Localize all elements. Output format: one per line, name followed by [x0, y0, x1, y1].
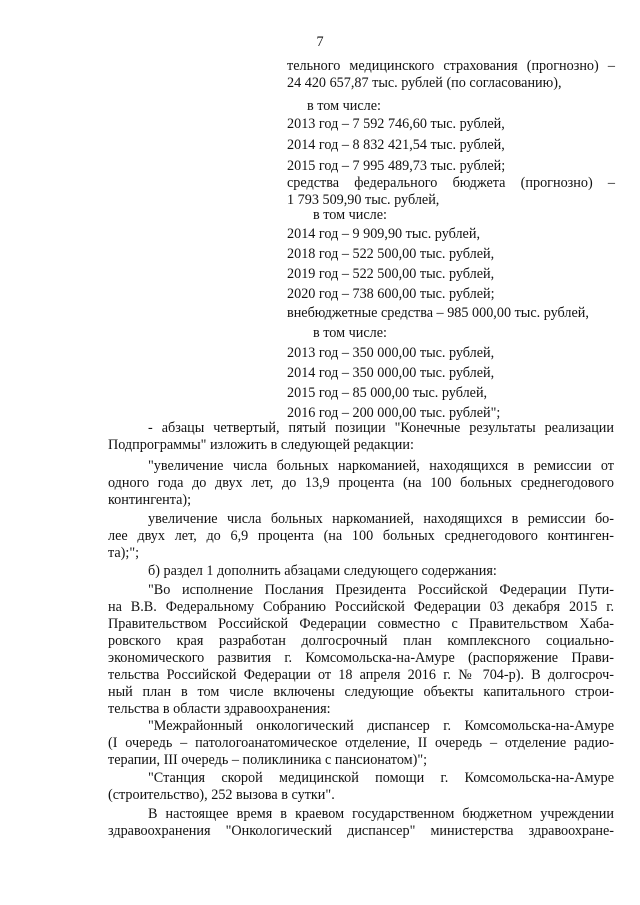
text-line: б) раздел 1 дополнить абзацами следующего содержания: [148, 563, 497, 579]
paragraph-results-change [108, 420, 614, 454]
oms-year-list [287, 116, 615, 179]
text-line: лее двух лет, до 6,9 процента (на 100 больных среднегодового континген- [108, 528, 614, 544]
extrabudget-year-list [287, 345, 615, 425]
text-line: тельства Российской Федерации от 18 апреля 2016 г. № 704-р). В долгосроч- [108, 667, 614, 683]
text-line: "Во исполнение Послания Президента Российской Федерации Пути- [148, 582, 614, 598]
paragraph-section-1 [108, 563, 614, 580]
extrabudget-year-item: 2016 год – 200 000,00 тыс. рублей"; [287, 405, 501, 421]
text-line: (строительство), 252 вызова в сутки". [108, 787, 335, 803]
federal-year-item: 2019 год – 522 500,00 тыс. рублей, [287, 266, 495, 282]
text-line: - абзацы четвертый, пятый позиции "Конечные результаты реализации [148, 420, 614, 436]
federal-year-item: 2020 год – 738 600,00 тыс. рублей; [287, 286, 495, 302]
paragraph-remission-2 [108, 511, 614, 562]
text-line: увеличение числа больных наркоманией, находящихся в ремиссии бо- [148, 511, 614, 527]
extrabudget-year-item: 2014 год – 350 000,00 тыс. рублей, [287, 365, 495, 381]
text-line: "Станция скорой медицинской помощи г. Комсомольска-на-Амуре [148, 770, 614, 786]
text-line: на В.В. Федеральному Собранию Российской Федерации 03 декабря 2015 г. [108, 599, 614, 615]
paragraph-current-state [108, 806, 614, 840]
text-line: терапии, III очередь – поликлиника с пансионатом)"; [108, 752, 428, 768]
text-line: "Межрайонный онкологический диспансер г. Комсомольска-на-Амуре [148, 718, 614, 734]
text-line: та);"; [108, 545, 140, 561]
oms-year-item: 2014 год – 8 832 421,54 тыс. рублей, [287, 137, 505, 153]
federal-intro-line: средства федерального бюджета (прогнозно) – [287, 175, 615, 191]
federal-block [287, 175, 615, 209]
oms-total-line: 24 420 657,87 тыс. рублей (по согласованию), [287, 75, 562, 91]
text-line: "увеличение числа больных наркоманией, находящихся в ремиссии от [148, 458, 614, 474]
extrabudget-year-item: 2013 год – 350 000,00 тыс. рублей, [287, 345, 495, 361]
paragraph-ambulance-station [108, 770, 614, 804]
paragraph-remission-1 [108, 458, 614, 509]
incl-label-federal: в том числе: [313, 207, 387, 223]
text-line: тельства в области здравоохранения: [108, 701, 331, 717]
federal-year-list [287, 226, 615, 306]
text-line: ровского края разработан долгосрочный план комплексного социально- [108, 633, 614, 649]
extrabudget-line: внебюджетные средства – 985 000,00 тыс. рублей, [287, 305, 589, 321]
funding-block [287, 58, 615, 92]
text-line: здравоохранения "Онкологический диспансер" министерства здравоохране- [108, 823, 614, 839]
oms-year-item: 2013 год – 7 592 746,60 тыс. рублей, [287, 116, 505, 132]
incl-label-oms: в том числе: [307, 98, 381, 114]
text-line: экономического развития г. Комсомольска-на-Амуре (распоряжение Прави- [108, 650, 614, 666]
federal-year-item: 2014 год – 9 909,90 тыс. рублей, [287, 226, 480, 242]
federal-year-item: 2018 год – 522 500,00 тыс. рублей, [287, 246, 495, 262]
federal-total-line: 1 793 509,90 тыс. рублей, [287, 192, 440, 208]
text-line: В настоящее время в краевом государственном бюджетном учреждении [148, 806, 614, 822]
incl-label-extrabudget: в том числе: [313, 325, 387, 341]
text-line: ный план в том числе включены следующие объекты капитального строи- [108, 684, 614, 700]
text-line: контингента); [108, 492, 192, 508]
paragraph-presidential-message [108, 582, 614, 718]
text-line: Правительством Российской Федерации совместно с Правительством Хаба- [108, 616, 614, 632]
oms-year-item: 2015 год – 7 995 489,73 тыс. рублей; [287, 158, 506, 174]
text-line: (I очередь – патологоанатомическое отделение, II очередь – отделение радио- [108, 735, 614, 751]
text-line: одного года до двух лет, до 13,9 процента (на 100 больных среднегодового [108, 475, 614, 491]
paragraph-oncology-dispensary [108, 718, 614, 769]
page-number: 7 [316, 34, 324, 50]
text-line: Подпрограммы" изложить в следующей редакции: [108, 437, 414, 453]
extrabudget-year-item: 2015 год – 85 000,00 тыс. рублей, [287, 385, 488, 401]
oms-intro-line: тельного медицинского страхования (прогнозно) – [287, 58, 615, 74]
